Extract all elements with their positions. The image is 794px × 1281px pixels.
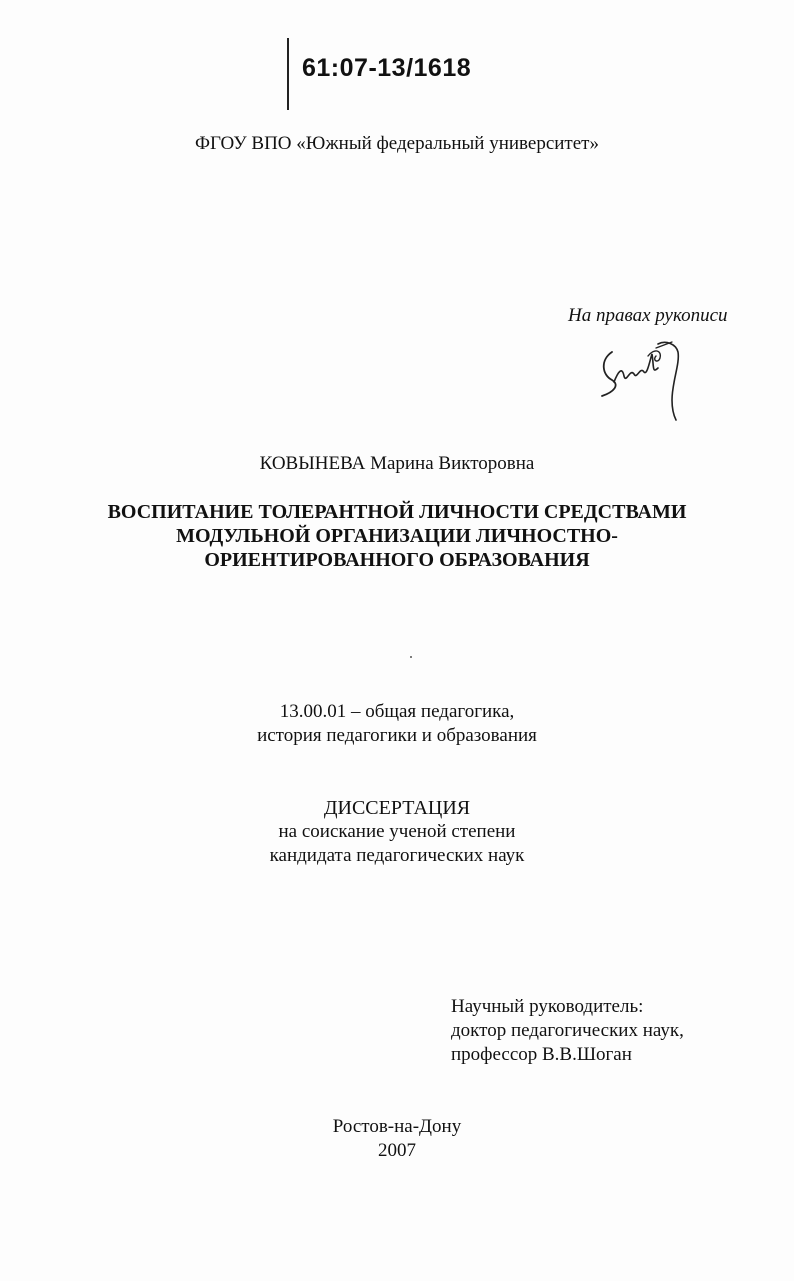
degree-line: на соискание ученой степени xyxy=(278,821,516,842)
library-stamp-number: 61:07-13/1618 xyxy=(302,54,472,82)
document-type: ДИССЕРТАЦИЯ xyxy=(323,797,471,819)
place-and-year xyxy=(0,1115,794,1163)
institution-name: ФГОУ ВПО «Южный федеральный университет» xyxy=(195,133,599,154)
year: 2007 xyxy=(378,1140,416,1161)
stamp-vertical-line xyxy=(287,38,289,110)
rights-note: На правах рукописи xyxy=(568,305,728,326)
supervisor-line: профессор В.В.Шоган xyxy=(451,1044,632,1065)
handwritten-signature xyxy=(592,330,692,425)
specialty-line: история педагогики и образования xyxy=(257,725,537,746)
degree-block xyxy=(0,796,794,868)
title-line: МОДУЛЬНОЙ ОРГАНИЗАЦИИ ЛИЧНОСТНО- xyxy=(176,525,618,547)
supervisor-block xyxy=(451,995,684,1067)
title-line: ОРИЕНТИРОВАННОГО ОБРАЗОВАНИЯ xyxy=(204,549,590,571)
specialty-line: 13.00.01 – общая педагогика, xyxy=(279,701,515,722)
city: Ростов-на-Дону xyxy=(332,1116,462,1137)
title-line: ВОСПИТАНИЕ ТОЛЕРАНТНОЙ ЛИЧНОСТИ СРЕДСТВАМИ xyxy=(107,501,687,523)
degree-line: кандидата педагогических наук xyxy=(269,845,525,866)
supervisor-line: Научный руководитель: xyxy=(451,996,644,1017)
supervisor-line: доктор педагогических наук, xyxy=(451,1020,684,1041)
scan-speck xyxy=(410,656,412,658)
specialty-block xyxy=(0,700,794,748)
author-name: КОВЫНЕВА Марина Викторовна xyxy=(259,453,535,474)
dissertation-title xyxy=(60,500,734,572)
